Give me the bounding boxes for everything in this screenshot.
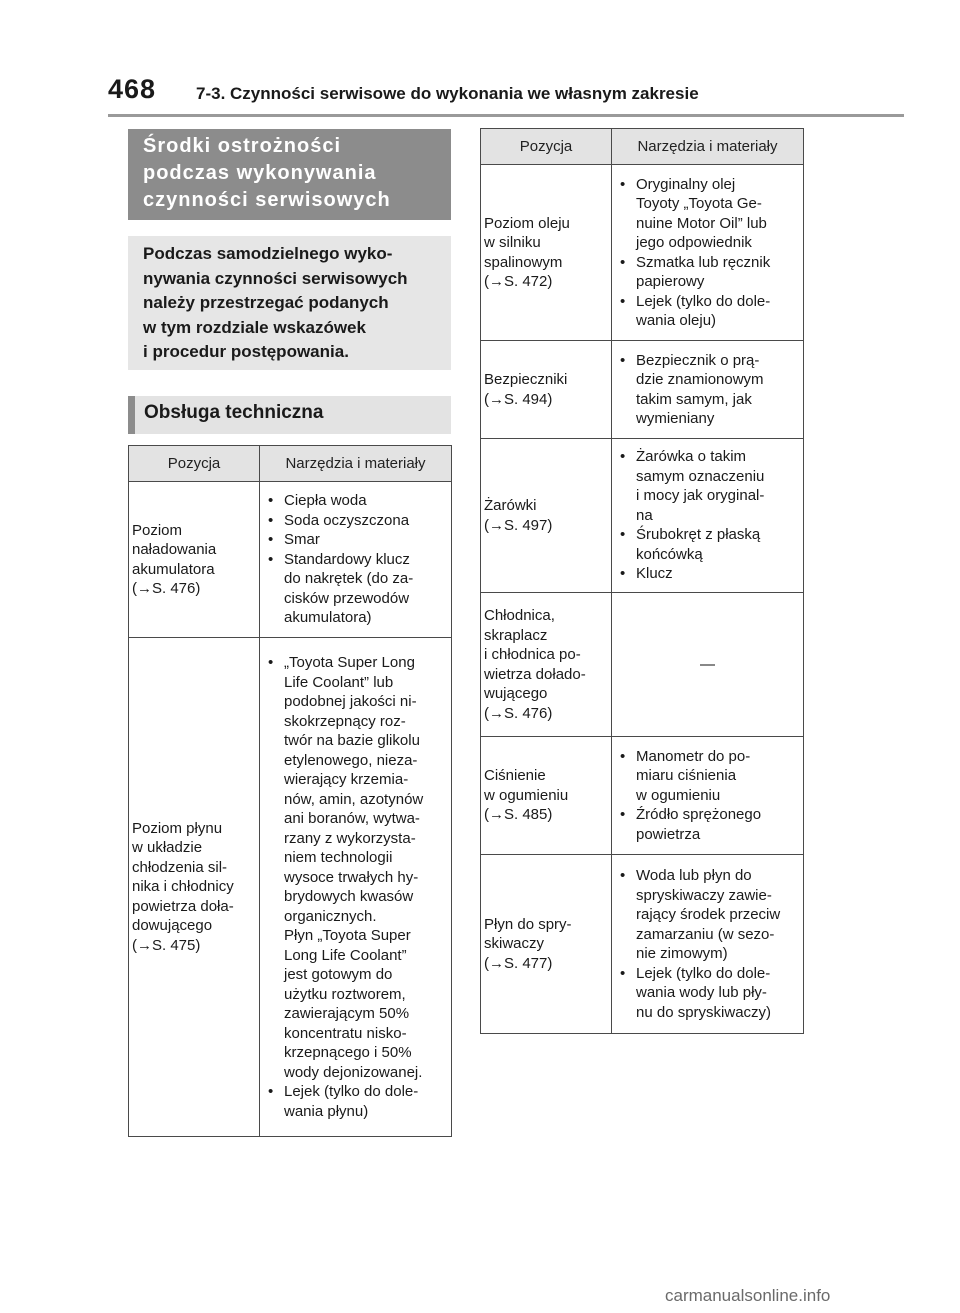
page-number: 468 xyxy=(108,74,157,104)
tool-item: • Soda oczyszczona xyxy=(266,511,451,531)
tool-item: • Źródło sprężonego powietrza xyxy=(618,805,803,844)
tool-item: • Bezpiecznik o prą- dzie znamionowym takim samym, jak wymieniany xyxy=(618,351,803,429)
item-cell: Ciśnienie w ogumieniu (→S. 485) xyxy=(481,737,612,855)
intro-box xyxy=(128,236,451,370)
table-row xyxy=(481,341,804,439)
tool-item: • Smar xyxy=(266,530,451,550)
column-header-item: Pozycja xyxy=(481,129,612,165)
table-row xyxy=(481,855,804,1034)
tools-list xyxy=(618,747,803,845)
tools-list xyxy=(618,866,803,1022)
watermark: carmanualsonline.info xyxy=(665,1286,831,1305)
tool-item: • Klucz xyxy=(618,564,803,584)
maintenance-table-right xyxy=(480,128,804,1034)
section-heading xyxy=(128,396,451,434)
item-cell: Żarówki (→S. 497) xyxy=(481,439,612,593)
tools-cell xyxy=(260,638,452,1137)
header-rule xyxy=(108,114,904,117)
item-cell: Płyn do spry- skiwaczy (→S. 477) xyxy=(481,855,612,1034)
item-cell: Poziom płynu w układzie chłodzenia sil- nika i chłodnicy powietrza doła- dowującego (→S. 475) xyxy=(129,638,260,1137)
precautions-title-box xyxy=(128,129,451,220)
item-cell: Poziom naładowania akumulatora (→S. 476) xyxy=(129,482,260,638)
tools-cell xyxy=(612,439,804,593)
tool-item: • Śrubokręt z płaską końcówką xyxy=(618,525,803,564)
tool-item: • Lejek (tylko do dole- wania oleju) xyxy=(618,292,803,331)
tools-cell xyxy=(260,482,452,638)
table-row xyxy=(129,482,452,638)
tools-list xyxy=(266,491,451,628)
column-header-item: Pozycja xyxy=(129,446,260,482)
tools-list xyxy=(266,653,451,1121)
precautions-title: Środki ostrożności podczas wykonywania czynności serwisowych xyxy=(143,135,391,211)
section-heading-text: Obsługa techniczna xyxy=(144,402,324,423)
table-row xyxy=(129,638,452,1137)
tools-list xyxy=(618,351,803,429)
tool-note: Płyn „Toyota Super Long Life Coolant” jest gotowym do użytku roztworem, zawierającym 50% koncentratu nisko- krzepnącego i 50% wody dejonizowanej. xyxy=(284,927,423,1081)
item-cell: Bezpieczniki (→S. 494) xyxy=(481,341,612,439)
tool-item: • Lejek (tylko do dole- wania płynu) xyxy=(266,1082,451,1121)
tool-item: • Woda lub płyn do spryskiwaczy zawie- rający środek przeciw zamarzaniu (w sezo- nie zimowym) xyxy=(618,866,803,964)
table-row xyxy=(481,165,804,341)
table-row xyxy=(481,737,804,855)
chapter-title: 7-3. Czynności serwisowe do wykonania we własnym zakresie xyxy=(196,84,699,103)
column-header-tools: Narzędzia i materiały xyxy=(260,446,452,482)
intro-text: Podczas samodzielnego wyko- nywania czynności serwisowych należy przestrzegać podanych w tym rozdziale wskazówek i procedur postępowania. xyxy=(143,244,408,361)
tools-list xyxy=(618,175,803,331)
tool-item: • Manometr do po- miaru ciśnienia w ogumieniu xyxy=(618,747,803,806)
tool-item: • Szmatka lub ręcznik papierowy xyxy=(618,253,803,292)
column-header-tools: Narzędzia i materiały xyxy=(612,129,804,165)
tools-cell xyxy=(612,737,804,855)
tool-item: • „Toyota Super Long Life Coolant” lub podobnej jakości ni- skokrzepnący roz- twór na bazie glikolu etylenowego, nieza- wierający krzemia- nów, amin, azotynów ani boranów, wytwa- rzany z wykorzysta- niem technologii wysoce trwałych hy- brydowych kwasów organicznych. xyxy=(266,653,451,926)
tool-item: • Standardowy klucz do nakrętek (do za- cisków przewodów akumulatora) xyxy=(266,550,451,628)
tools-cell-empty: — xyxy=(612,593,804,737)
tools-cell xyxy=(612,165,804,341)
tools-list xyxy=(618,447,803,584)
table-row xyxy=(481,439,804,593)
tools-cell xyxy=(612,855,804,1034)
tools-cell xyxy=(612,341,804,439)
item-cell: Chłodnica, skraplacz i chłodnica po- wietrza dołado- wującego (→S. 476) xyxy=(481,593,612,737)
maintenance-table-left xyxy=(128,445,452,1137)
tool-item: • Żarówka o takim samym oznaczeniu i mocy jak oryginal- na xyxy=(618,447,803,525)
tool-item: • Ciepła woda xyxy=(266,491,451,511)
tool-item: • Oryginalny olej Toyoty „Toyota Ge- nuine Motor Oil” lub jego odpowiednik xyxy=(618,175,803,253)
table-row xyxy=(481,593,804,737)
item-cell: Poziom oleju w silniku spalinowym (→S. 472) xyxy=(481,165,612,341)
tool-item: • Lejek (tylko do dole- wania wody lub pły- nu do spryskiwaczy) xyxy=(618,964,803,1023)
